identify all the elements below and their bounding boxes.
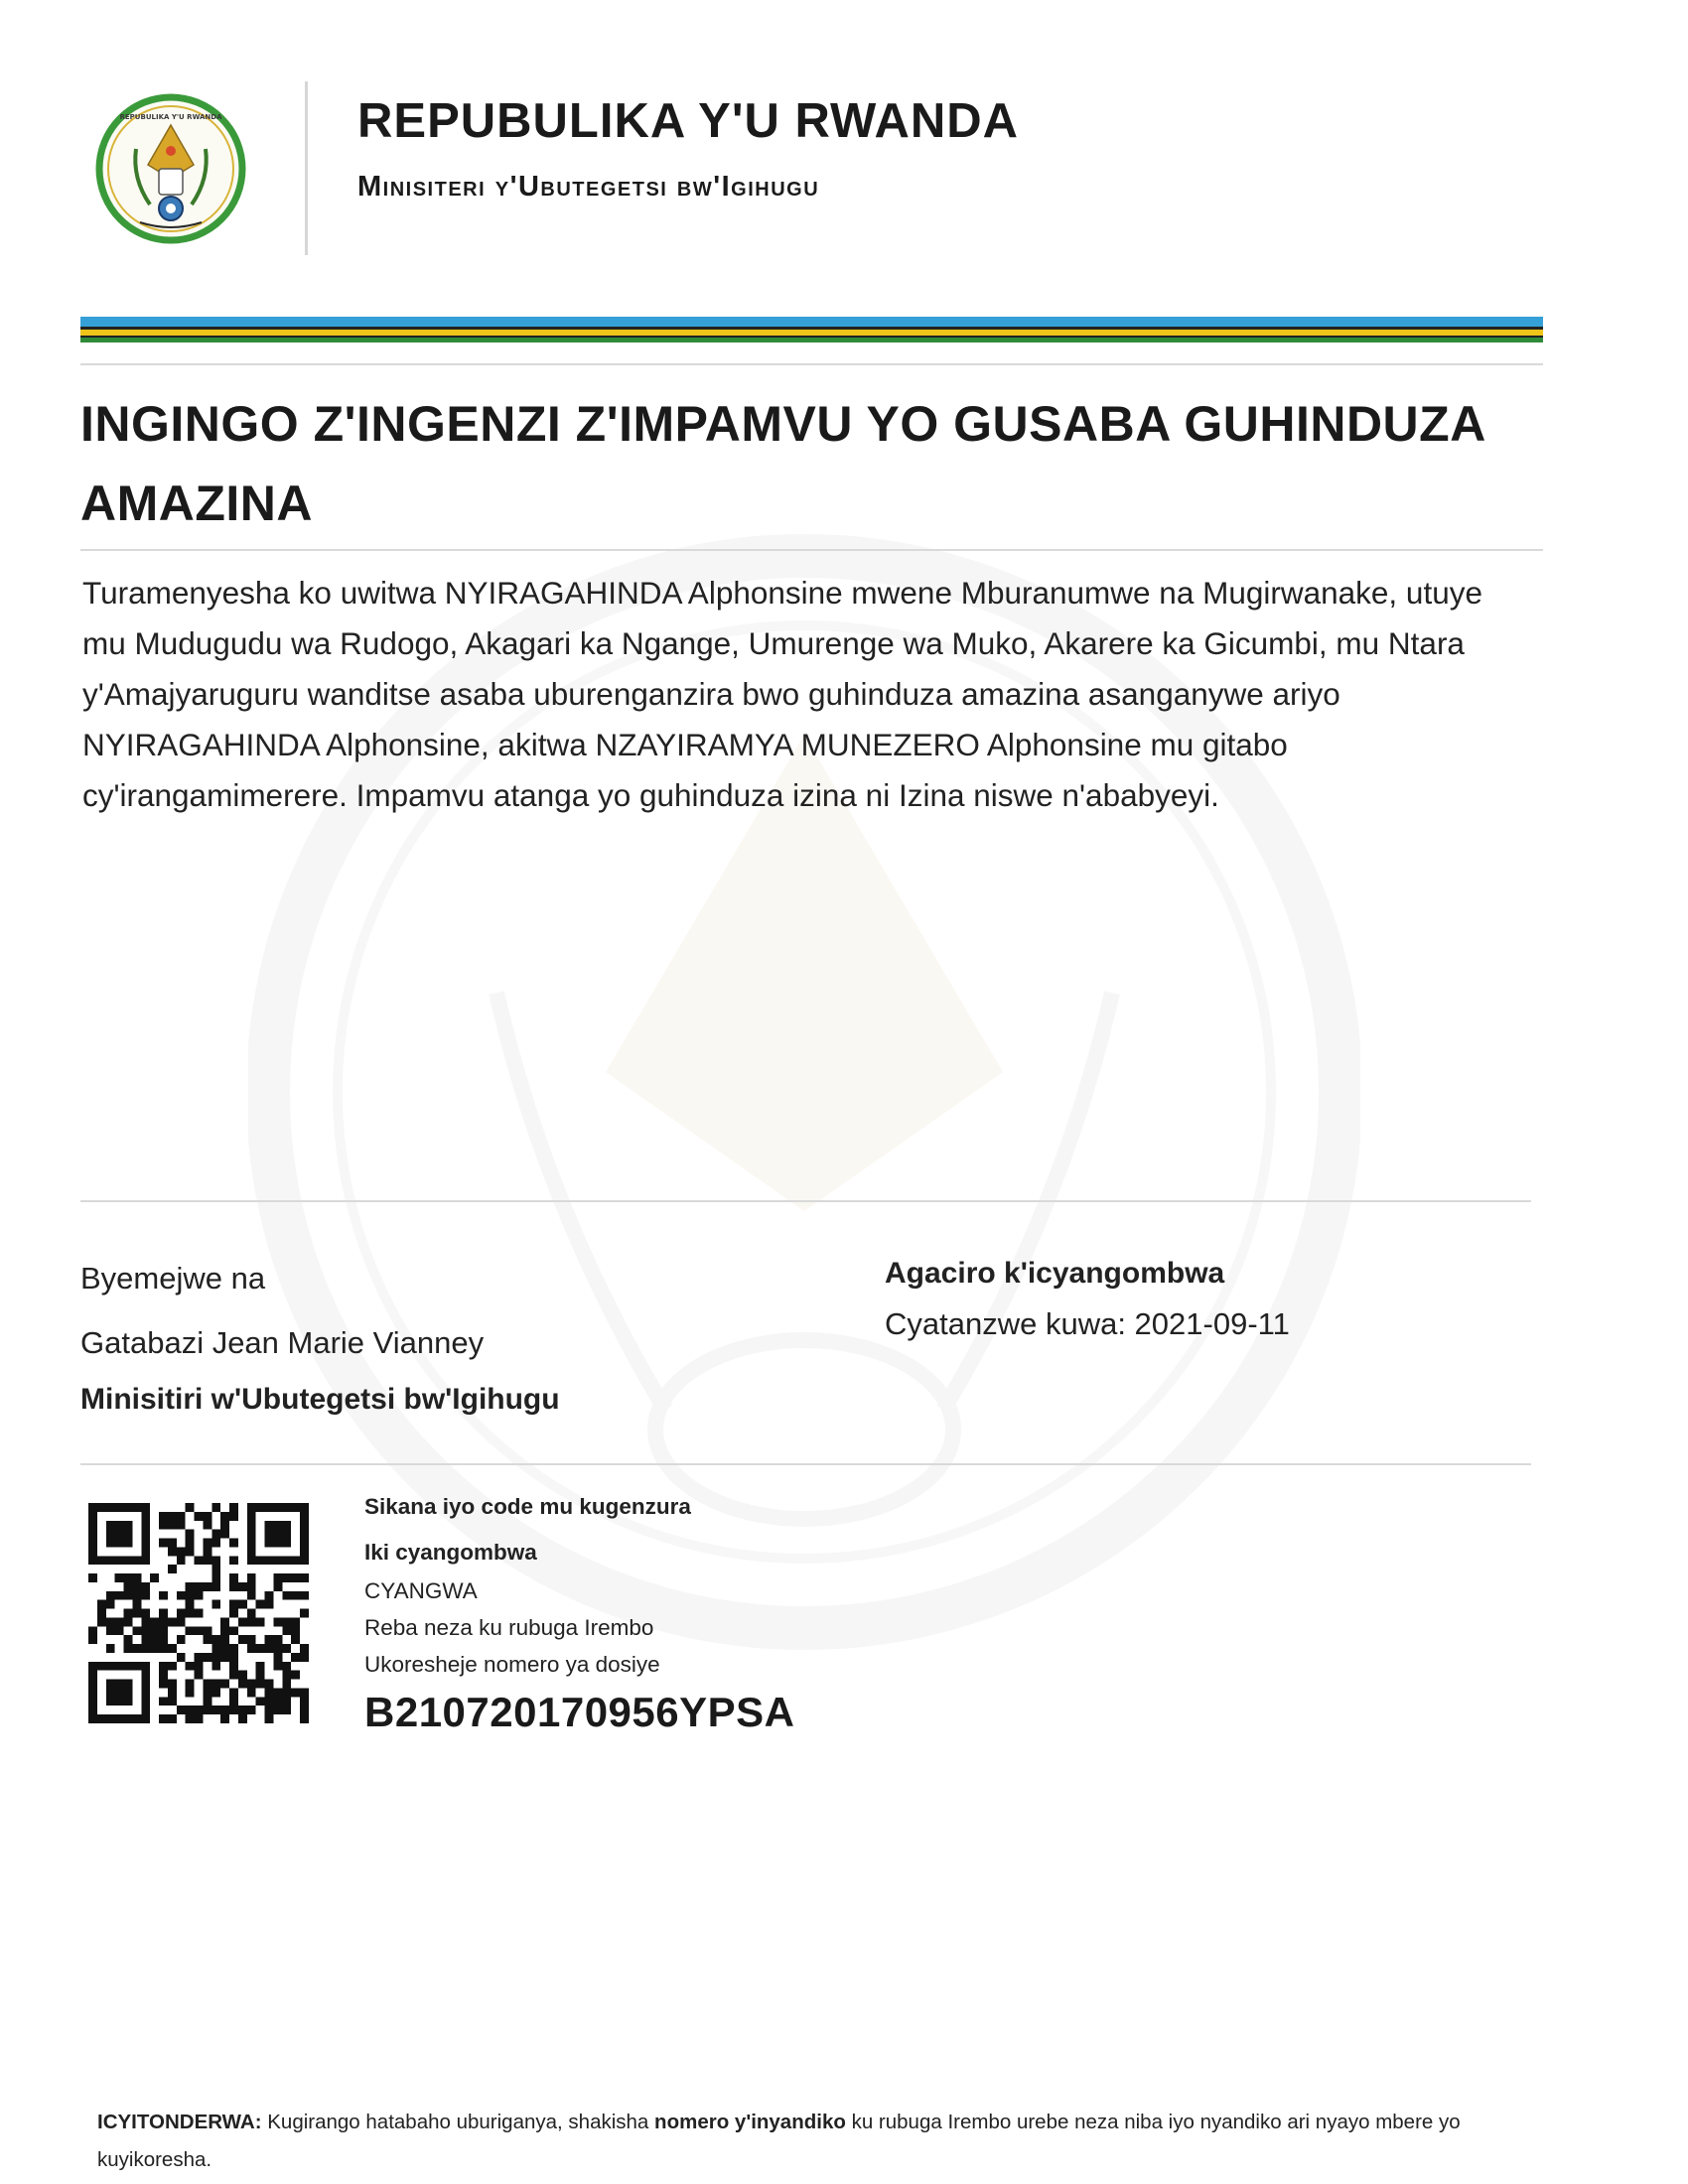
issue-date: Cyatanzwe kuwa: 2021-09-11 bbox=[885, 1306, 1290, 1341]
divider bbox=[80, 363, 1543, 365]
scan-instruction: Sikana iyo code mu kugenzura bbox=[364, 1494, 691, 1519]
footer-note-emphasis: nomero y'inyandiko bbox=[654, 2111, 846, 2133]
signer-name: Gatabazi Jean Marie Vianney bbox=[80, 1325, 485, 1360]
coat-of-arms-icon bbox=[92, 87, 249, 256]
document-body: Turamenyesha ko uwitwa NYIRAGAHINDA Alphonsine mwene Mburanumwe na Mugirwanake, utuye mu Mudugudu wa Rudogo, Akagari ka Ngange, Umurenge wa Muko, Akarere ka Gicumbi, mu Ntara y'Amajyaruguru wanditse asaba uburenganzira bwo guhinduza amazina asanganywe ariyo NYIRAGAHINDA Alphonsine, akitwa NZAYIRAMYA MUNEZERO Alphonsine mu gitabo cy'irangamimerere. Impamvu atanga yo guhinduza izina ni Izina niswe n'ababyeyi. bbox=[82, 575, 1482, 813]
footer-note bbox=[97, 2104, 1507, 2179]
signer-title: Minisitiri w'Ubutegetsi bw'Igihugu bbox=[80, 1383, 560, 1416]
approved-by-label: Byemejwe na bbox=[80, 1261, 266, 1296]
document-label: Iki cyangombwa bbox=[364, 1540, 537, 1565]
footer-note-label: ICYITONDERWA: bbox=[97, 2111, 262, 2133]
header-divider bbox=[305, 81, 308, 255]
document-title: INGINGO Z'INGENZI Z'IMPAMVU YO GUSABA GUHINDUZA AMAZINA bbox=[80, 396, 1484, 531]
emblem-text: REPUBULIKA Y'U RWANDA bbox=[119, 113, 222, 121]
or-label: CYANGWA bbox=[364, 1578, 478, 1603]
dossier-instruction: Ukoresheje nomero ya dosiye bbox=[364, 1652, 660, 1677]
validity-title: Agaciro k'icyangombwa bbox=[885, 1257, 1225, 1290]
flag-color-band bbox=[80, 317, 1543, 342]
ministry-subheading: Minisiteri y'Ubutegetsi bw'Igihugu bbox=[357, 171, 820, 203]
footer-note-text: Kugirango hatabaho uburiganya, shakisha bbox=[261, 2111, 655, 2133]
irembo-instruction: Reba neza ku rubuga Irembo bbox=[364, 1615, 654, 1640]
footer-note-text-end: ku rubuga Irembo urebe neza niba iyo nyandiko ari nyayo mbere yo kuyikoresha. bbox=[97, 2111, 1461, 2171]
dossier-number: B210720170956YPSA bbox=[364, 1689, 795, 1735]
qr-code-icon[interactable] bbox=[88, 1503, 309, 1723]
divider bbox=[80, 1463, 1531, 1465]
divider bbox=[80, 1200, 1531, 1202]
republic-heading: REPUBULIKA Y'U RWANDA bbox=[357, 94, 1020, 148]
divider bbox=[80, 549, 1543, 551]
